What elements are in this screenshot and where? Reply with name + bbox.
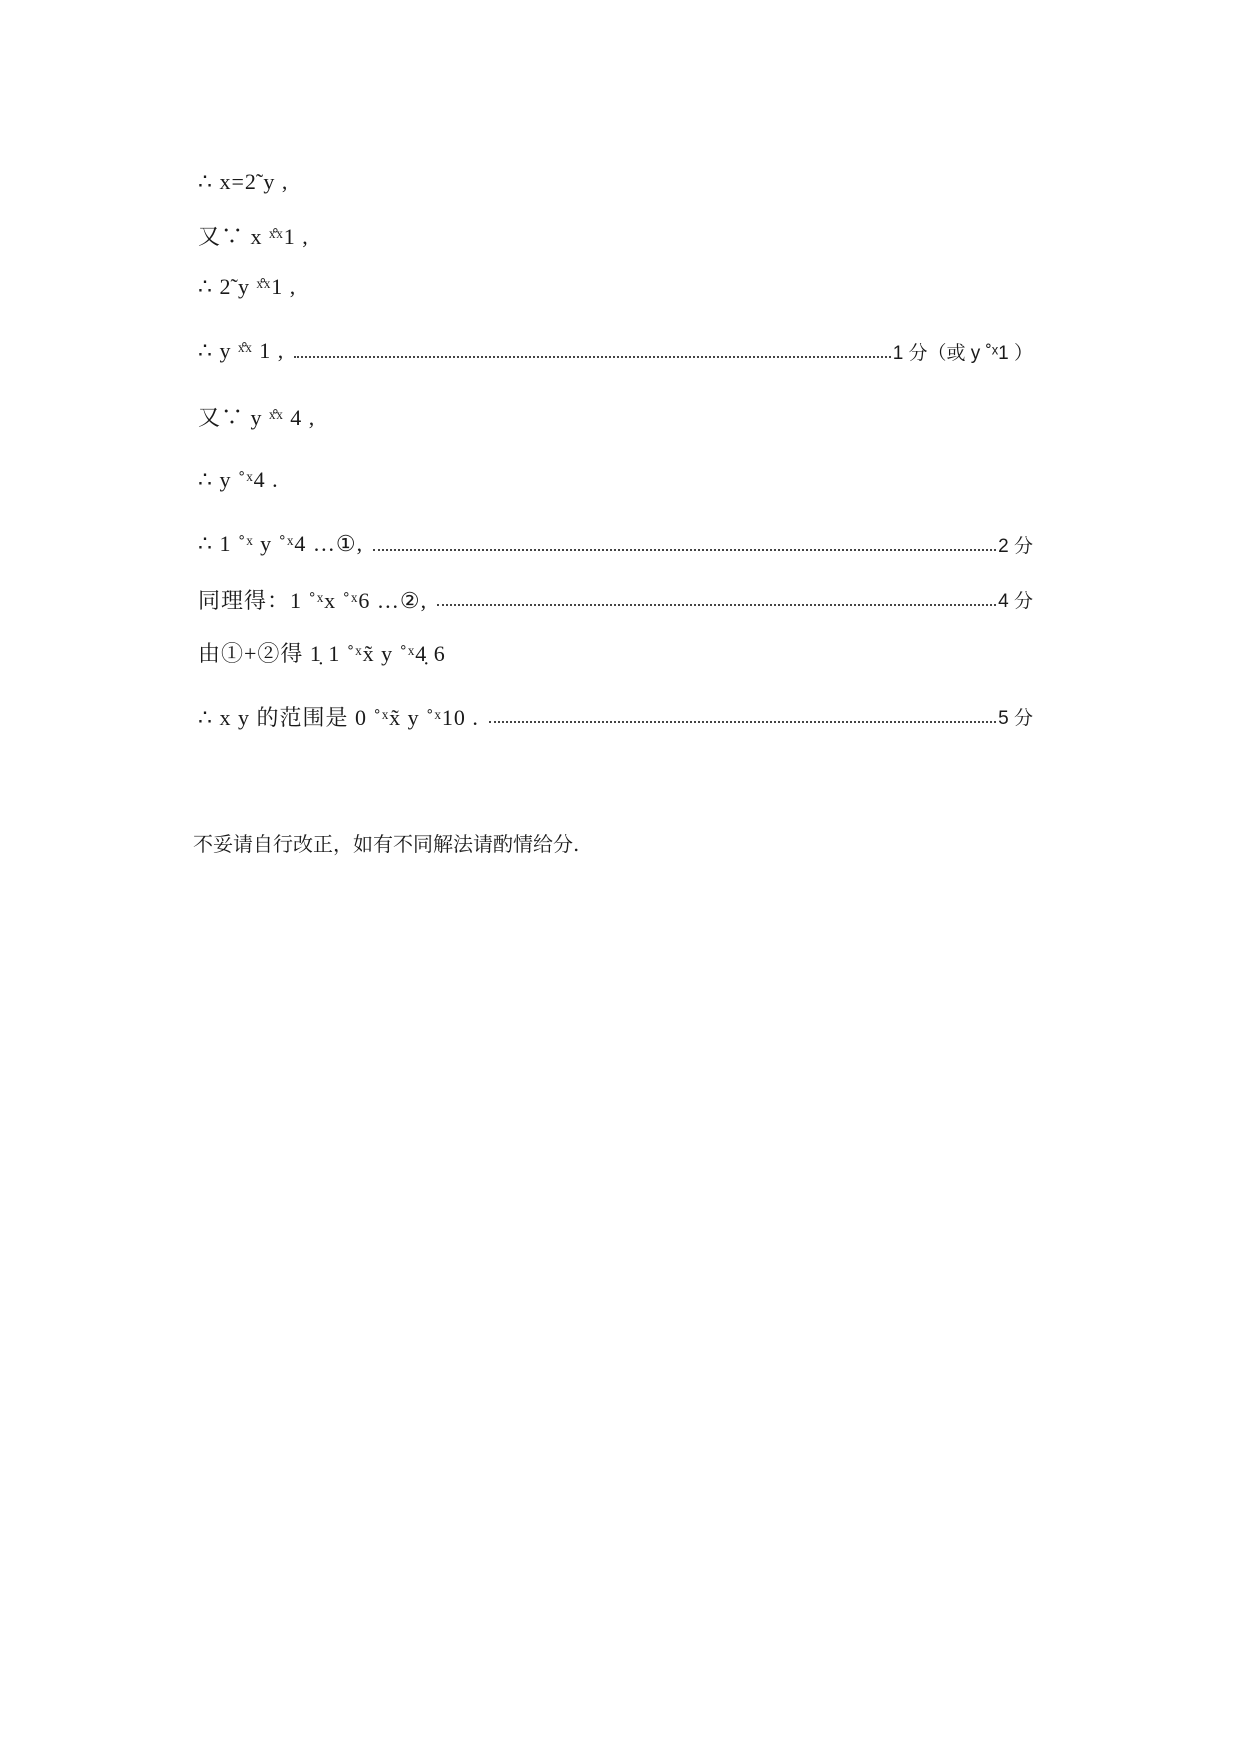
math-expression: 又∵ y ˣ̊ˣ 4 , bbox=[198, 404, 316, 430]
dotted-leader bbox=[437, 604, 996, 606]
grading-note: 不妥请自行改正，如有不同解法请酌情给分. bbox=[193, 832, 580, 856]
math-expression: 由①+②得 1̣ 1 ˚ˣx̃ y ˚ˣ4̣ 6 bbox=[198, 640, 446, 666]
math-expression: ∴ x=2̃ y , bbox=[198, 169, 289, 194]
dotted-leader bbox=[294, 356, 890, 358]
dotted-leader bbox=[489, 721, 996, 723]
solution-line-2 bbox=[198, 218, 1033, 252]
solution-line-5 bbox=[198, 399, 1033, 433]
score-label: 2 分 bbox=[998, 535, 1033, 557]
score-label: 4 分 bbox=[998, 590, 1033, 612]
solution-line-9 bbox=[198, 635, 1033, 669]
math-expression: ∴ x y 的范围是 0 ˚ˣx̃ y ˚ˣ10 . bbox=[198, 704, 479, 730]
solution-line-10 bbox=[198, 699, 1033, 733]
solution-line-6 bbox=[198, 463, 1033, 497]
math-expression: ∴ y ˣ̊ˣ 1 , bbox=[198, 338, 285, 363]
solution-line-8 bbox=[198, 582, 1033, 616]
solution-line-4 bbox=[198, 334, 1033, 368]
math-expression: ∴ 2̃ y ˣ̊ˣ1 , bbox=[198, 274, 297, 299]
solution-line-1 bbox=[198, 165, 1033, 199]
solution-line-7 bbox=[198, 527, 1033, 561]
math-expression: 同理得：1 ˚ˣx ˚ˣ6 …②, bbox=[198, 587, 428, 613]
solution-line-3 bbox=[198, 270, 1033, 304]
score-label: 5 分 bbox=[998, 707, 1033, 729]
math-expression: ∴ 1 ˚ˣ y ˚ˣ4 …①, bbox=[198, 531, 364, 556]
math-expression: 又∵ x ˣ̊ˣ1 , bbox=[198, 223, 309, 249]
math-expression: ∴ y ˚ˣ4 . bbox=[198, 467, 279, 492]
dotted-leader bbox=[373, 549, 996, 551]
score-label: 1 分（或 y ˚ˣ1 ） bbox=[892, 342, 1033, 364]
